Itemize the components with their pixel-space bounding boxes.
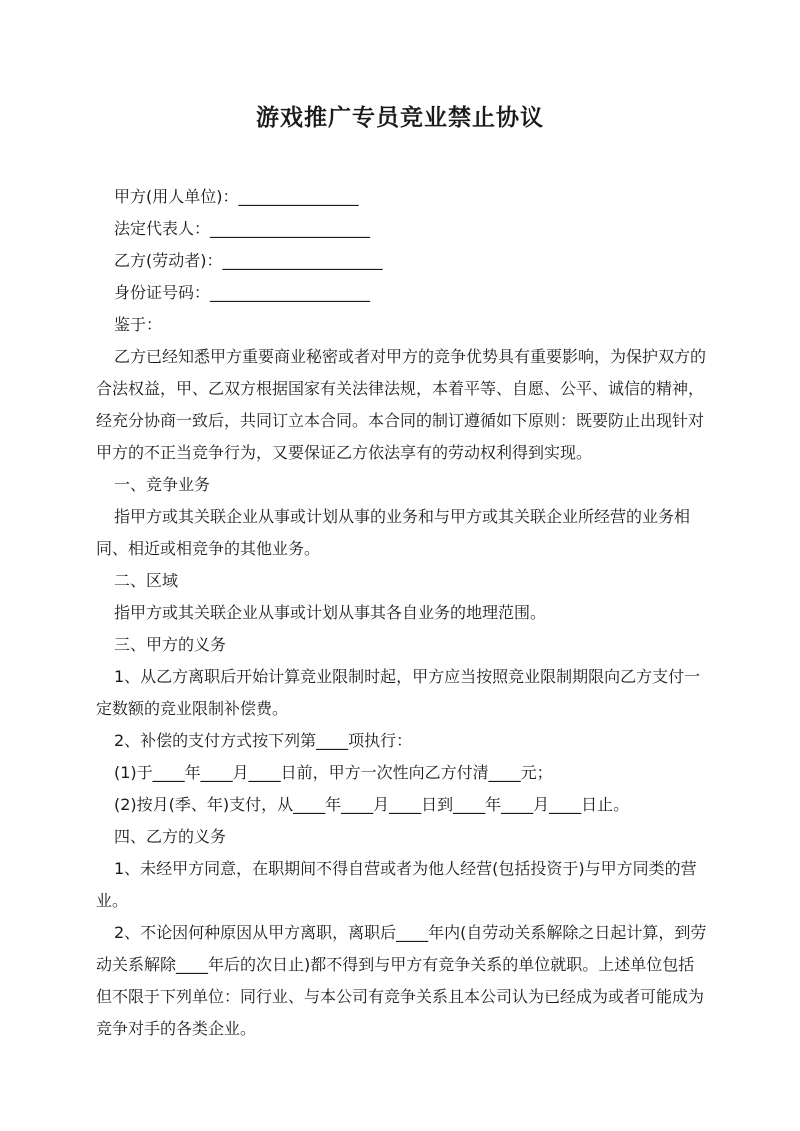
document-line: 2、不论因何种原因从甲方离职，离职后____年内(自劳动关系解除之日起计算，到劳	[114, 923, 707, 942]
document-line: 同、相近或相竞争的其他业务。	[96, 539, 321, 558]
document-line: 法定代表人：____________________	[114, 219, 371, 238]
document-line: 1、未经甲方同意，在职期间不得自营或者为他人经营(包括投资于)与甲方同类的营	[114, 859, 697, 878]
document-line: 身份证号码：____________________	[114, 283, 371, 302]
document-line: 一、竞争业务	[114, 475, 211, 494]
document-line: 经充分协商一致后，共同订立本合同。本合同的制订遵循如下原则：既要防止出现针对	[96, 411, 705, 430]
document-body	[96, 181, 708, 1045]
document-line: 动关系解除____年后的次日止)都不得到与甲方有竞争关系的单位就职。上述单位包括	[96, 955, 695, 974]
document-line: 甲方的不正当竞争行为，又要保证乙方依法享有的劳动权利得到实现。	[96, 443, 593, 462]
document-title: 游戏推广专员竞业禁止协议	[256, 105, 544, 131]
document-line: 二、区域	[114, 571, 179, 590]
document-line: 合法权益，甲、乙双方根据国家有关法律法规，本着平等、自愿、公平、诚信的精神，	[96, 379, 705, 398]
document-line: 竞争对手的各类企业。	[96, 1019, 257, 1038]
document-line: 定数额的竞业限制补偿费。	[96, 699, 289, 718]
document-line: 四、乙方的义务	[114, 827, 227, 846]
document-line: 2、补偿的支付方式按下列第____项执行：	[114, 731, 413, 750]
document-line: (2)按月(季、年)支付，从____年____月____日到____年____月____日止。	[114, 795, 630, 814]
document-line: 指甲方或其关联企业从事或计划从事其各自业务的地理范围。	[114, 603, 547, 622]
document-line: 三、甲方的义务	[114, 635, 227, 654]
document-line: (1)于____年____月____日前，甲方一次性向乙方付清____元；	[114, 763, 553, 782]
document-line: 指甲方或其关联企业从事或计划从事的业务和与甲方或其关联企业所经营的业务相	[114, 507, 691, 526]
document-line: 甲方(用人单位)：_______________	[114, 187, 359, 206]
document-line: 鉴于：	[114, 315, 163, 334]
document-line: 但不限于下列单位：同行业、与本公司有竞争关系且本公司认为已经成为或者可能成为	[96, 987, 705, 1006]
document-line: 业。	[96, 891, 129, 910]
document-line: 乙方已经知悉甲方重要商业秘密或者对甲方的竞争优势具有重要影响，为保护双方的	[114, 347, 707, 366]
document-line: 1、从乙方离职后开始计算竞业限制时起，甲方应当按照竞业限制期限向乙方支付一	[114, 667, 701, 686]
document-line: 乙方(劳动者)：____________________	[114, 251, 383, 270]
